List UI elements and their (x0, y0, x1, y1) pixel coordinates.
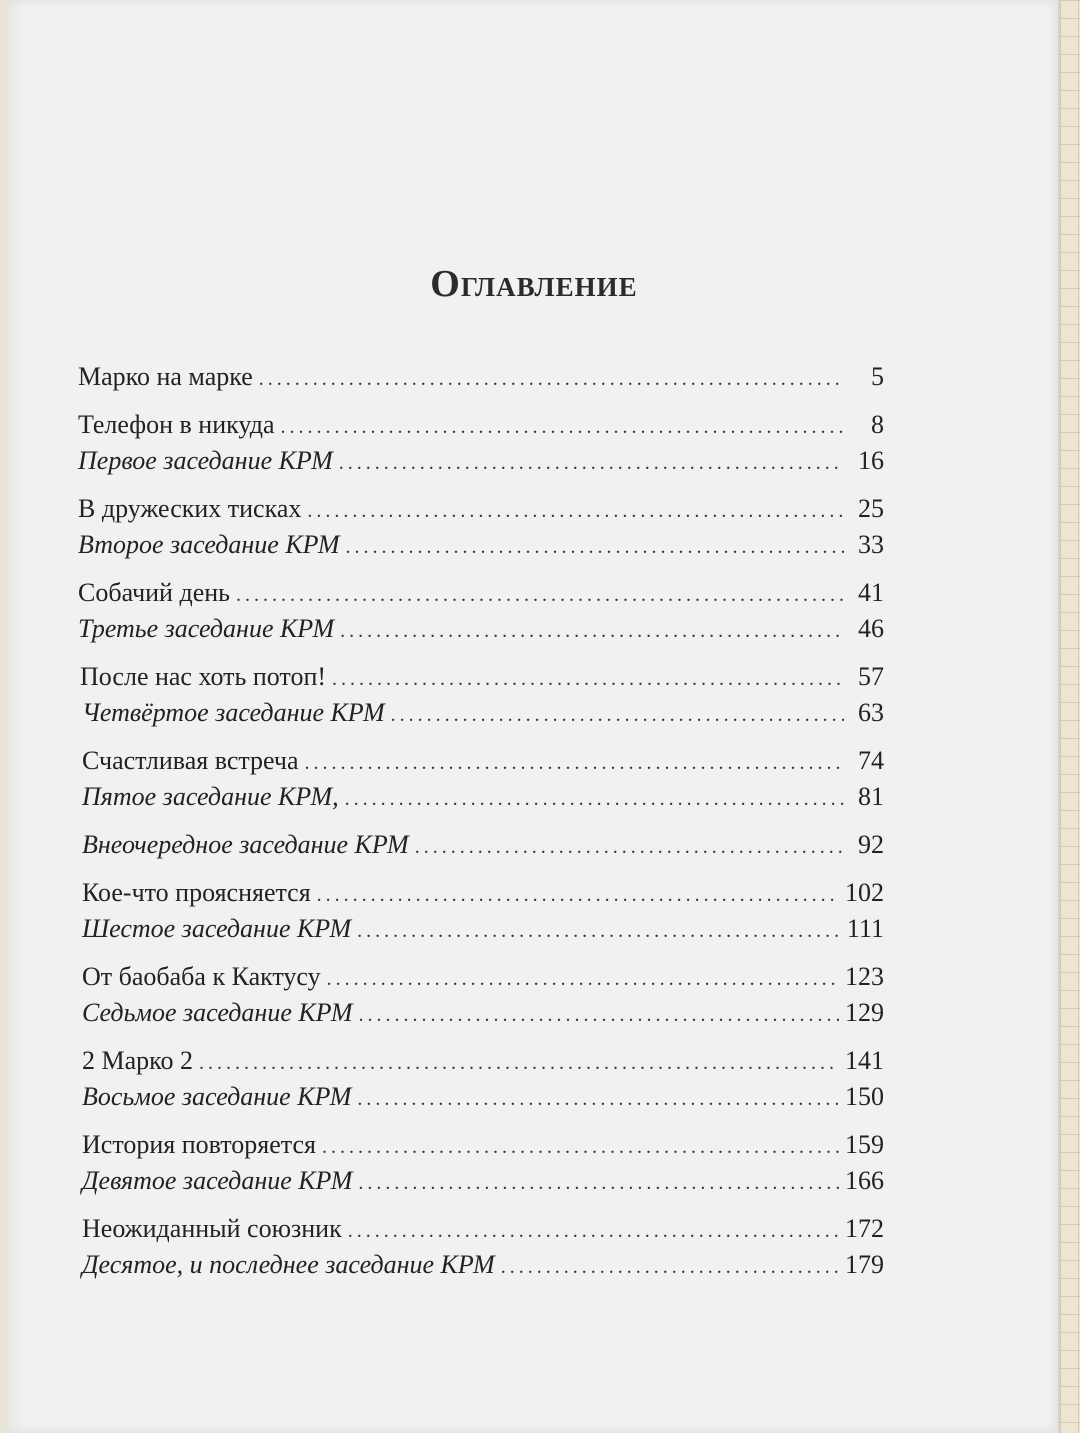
toc-entry-page-number: 150 (845, 1082, 884, 1111)
toc-entry-title: 2 Марко 2 (82, 1046, 193, 1075)
toc-dot-leader (501, 1256, 839, 1279)
toc-entry (82, 830, 884, 864)
toc-entry-title: Телефон в никуда (78, 410, 275, 439)
page-title: Оглавление (430, 263, 638, 305)
toc-entry-title: Девятое заседание КРМ (82, 1166, 353, 1195)
toc-entry-page-number: 159 (845, 1130, 884, 1159)
toc-entry-title: Седьмое заседание КРМ (82, 998, 353, 1027)
toc-entry-title: Счастливая встреча (82, 746, 299, 775)
toc-entry-page-number: 41 (858, 578, 884, 607)
toc-entry (78, 446, 884, 480)
toc-entry-title: Четвёртое заседание КРМ (82, 698, 385, 727)
toc-entry-title: Кое-что проясняется (82, 878, 311, 907)
toc-dot-leader (357, 920, 841, 943)
toc-entry-page-number: 16 (858, 446, 884, 475)
toc-entry (80, 662, 884, 696)
toc-entry (82, 878, 884, 912)
toc-entry-title: В дружеских тисках (78, 494, 302, 523)
toc-dot-leader (327, 968, 839, 991)
toc-entry-title: Третье заседание КРМ (78, 614, 335, 643)
toc-entry-title: Второе заседание КРМ (78, 530, 340, 559)
toc-entry-page-number: 33 (858, 530, 884, 559)
toc-entry-page-number: 129 (845, 998, 884, 1027)
toc-entry (82, 1130, 884, 1164)
toc-entry-title: Десятое, и последнее заседание КРМ (82, 1250, 495, 1279)
toc-entry-page-number: 123 (845, 962, 884, 991)
toc-entry (82, 998, 884, 1032)
toc-dot-leader (332, 668, 844, 691)
toc-dot-leader (346, 536, 845, 559)
book-page (8, 0, 1060, 1433)
toc-entry-title: Неожиданный союзник (82, 1214, 342, 1243)
graph-paper-background (1060, 0, 1080, 1433)
toc-entry-title: Собачий день (78, 578, 231, 607)
toc-dot-leader (358, 1172, 839, 1195)
toc-dot-leader (281, 416, 844, 439)
toc-entry (82, 1250, 884, 1284)
toc-entry-page-number: 172 (845, 1214, 884, 1243)
toc-entry (82, 746, 884, 780)
toc-dot-leader (199, 1052, 839, 1075)
toc-dot-leader (317, 884, 839, 907)
toc-entry-page-number: 111 (846, 914, 884, 943)
toc-entry-page-number: 63 (858, 698, 884, 727)
toc-dot-leader (236, 584, 844, 607)
toc-entry (78, 494, 884, 528)
toc-entry-page-number: 25 (858, 494, 884, 523)
toc-entry-page-number: 8 (871, 410, 884, 439)
toc-entry-page-number: 141 (845, 1046, 884, 1075)
toc-entry-title: История повторяется (82, 1130, 316, 1159)
toc-dot-leader (259, 368, 844, 391)
toc-entry-title: Первое заседание КРМ (78, 446, 333, 475)
toc-entry-title: Внеочередное заседание КРМ (82, 830, 409, 859)
toc-dot-leader (305, 752, 844, 775)
toc-entry (82, 914, 884, 948)
toc-dot-leader (339, 452, 844, 475)
toc-entry (82, 1082, 884, 1116)
toc-entry (78, 614, 884, 648)
toc-entry (78, 362, 884, 396)
toc-entry-page-number: 166 (845, 1166, 884, 1195)
toc-dot-leader (415, 836, 844, 859)
toc-dot-leader (340, 620, 844, 643)
toc-entry (78, 410, 884, 444)
toc-entry (78, 530, 884, 564)
toc-entry-title: Шестое заседание КРМ (82, 914, 352, 943)
toc-entry-page-number: 57 (858, 662, 884, 691)
toc-entry (78, 578, 884, 612)
toc-entry-page-number: 46 (858, 614, 884, 643)
toc-dot-leader (359, 1004, 839, 1027)
toc-entry (82, 698, 884, 732)
toc-entry (82, 1214, 884, 1248)
toc-dot-leader (357, 1088, 839, 1111)
toc-dot-leader (307, 500, 844, 523)
toc-dot-leader (322, 1136, 839, 1159)
toc-entry (82, 782, 884, 816)
toc-entry (82, 1046, 884, 1080)
toc-dot-leader (391, 704, 844, 727)
toc-entry-page-number: 5 (871, 362, 884, 391)
toc-entry-page-number: 92 (858, 830, 884, 859)
toc-entry-title: Марко на марке (78, 362, 253, 391)
toc-entry (82, 1166, 884, 1200)
toc-entry-page-number: 179 (845, 1250, 884, 1279)
toc-dot-leader (345, 788, 844, 811)
toc-entry-page-number: 102 (845, 878, 884, 907)
toc-entry-title: Восьмое заседание КРМ (82, 1082, 352, 1111)
toc-entry-page-number: 81 (858, 782, 884, 811)
toc-entry-title: Пятое заседание КРМ, (82, 782, 339, 811)
toc-entry (82, 962, 884, 996)
toc-entry-title: После нас хоть потоп! (80, 662, 327, 691)
toc-entry-title: От баобаба к Кактусу (82, 962, 321, 991)
toc-entry-page-number: 74 (858, 746, 884, 775)
toc-dot-leader (348, 1220, 839, 1243)
